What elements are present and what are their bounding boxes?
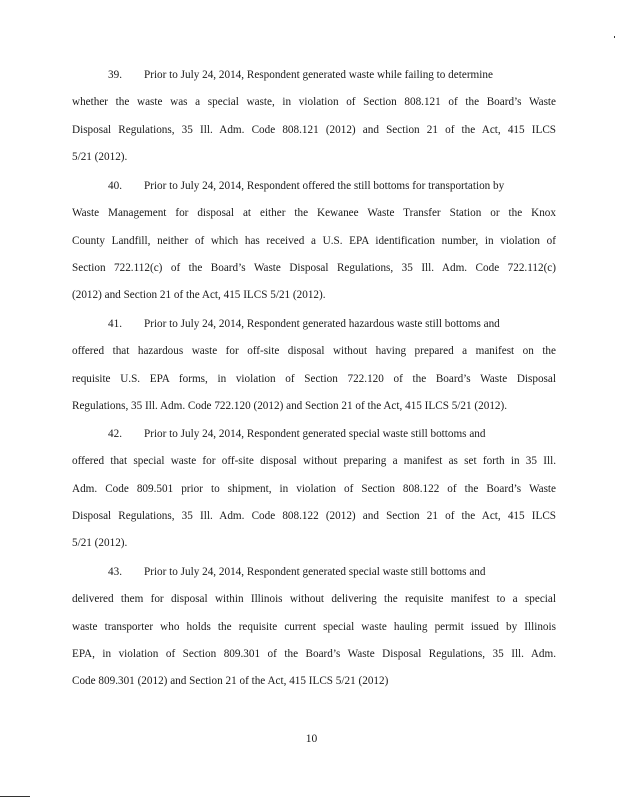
paragraph-42 (72, 421, 556, 557)
paragraph-39 (72, 62, 556, 171)
paragraph-line: 40. Prior to July 24, 2014, Respondent offered the still bottoms for transportation by (72, 173, 556, 200)
paragraph-line: Disposal Regulations, 35 Ill. Adm. Code 808.122 (2012) and Section 21 of the Act, 415 ILCS (72, 509, 556, 522)
scan-edge-mark (614, 36, 615, 38)
paragraph-43 (72, 559, 556, 695)
scan-edge-mark (0, 796, 30, 797)
paragraph-line: requisite U.S. EPA forms, in violation of Section 722.120 of the Board’s Waste Disposal (72, 372, 556, 385)
paragraph-line: delivered them for disposal within Illinois without delivering the requisite manifest to a special (72, 593, 556, 606)
paragraph-line: offered that special waste for off-site disposal without preparing a manifest as set forth in 35 Ill. (72, 455, 556, 468)
paragraph-line: 5/21 (2012). (72, 150, 128, 163)
paragraph-line: EPA, in violation of Section 809.301 of the Board’s Waste Disposal Regulations, 35 Ill. Adm. (72, 647, 556, 660)
paragraph-line: 43. Prior to July 24, 2014, Respondent generated special waste still bottoms and (72, 559, 556, 586)
paragraph-40 (72, 173, 556, 309)
paragraph-line: 42. Prior to July 24, 2014, Respondent generated special waste still bottoms and (72, 421, 556, 448)
paragraph-line: 41. Prior to July 24, 2014, Respondent generated hazardous waste still bottoms and (72, 311, 556, 338)
paragraph-number: 39. (108, 69, 122, 81)
paragraph-number: 40. (108, 180, 122, 192)
paragraph-line: waste transporter who holds the requisite current special waste hauling permit issued by Illinois (72, 620, 556, 633)
paragraph-line: (2012) and Section 21 of the Act, 415 ILCS 5/21 (2012). (72, 289, 326, 302)
paragraph-line: Regulations, 35 Ill. Adm. Code 722.120 (2012) and Section 21 of the Act, 415 ILCS 5/21 (2012). (72, 399, 508, 412)
paragraph-line: 39. Prior to July 24, 2014, Respondent generated waste while failing to determine (72, 62, 556, 89)
paragraph-line: Disposal Regulations, 35 Ill. Adm. Code 808.121 (2012) and Section 21 of the Act, 415 ILCS (72, 123, 556, 136)
paragraph-line: Adm. Code 809.501 prior to shipment, in violation of Section 808.122 of the Board’s Waste (72, 482, 556, 495)
paragraph-line: offered that hazardous waste for off-site disposal without having prepared a manifest on the (72, 345, 556, 358)
paragraph-line: Waste Management for disposal at either the Kewanee Waste Transfer Station or the Knox (72, 207, 556, 220)
paragraph-line: County Landfill, neither of which has received a U.S. EPA identification number, in violation of (72, 234, 556, 247)
paragraph-number: 43. (108, 566, 122, 578)
paragraph-line: Code 809.301 (2012) and Section 21 of the Act, 415 ILCS 5/21 (2012) (72, 675, 389, 688)
paragraph-line: whether the waste was a special waste, in violation of Section 808.121 of the Board’s Waste (72, 96, 556, 109)
paragraph-number: 42. (108, 428, 122, 440)
paragraph-line: 5/21 (2012). (72, 537, 128, 550)
page-number: 10 (305, 733, 318, 745)
paragraph-number: 41. (108, 318, 122, 330)
paragraph-line: Section 722.112(c) of the Board’s Waste Disposal Regulations, 35 Ill. Adm. Code 722.112(c) (72, 261, 556, 274)
paragraph-41 (72, 311, 556, 420)
